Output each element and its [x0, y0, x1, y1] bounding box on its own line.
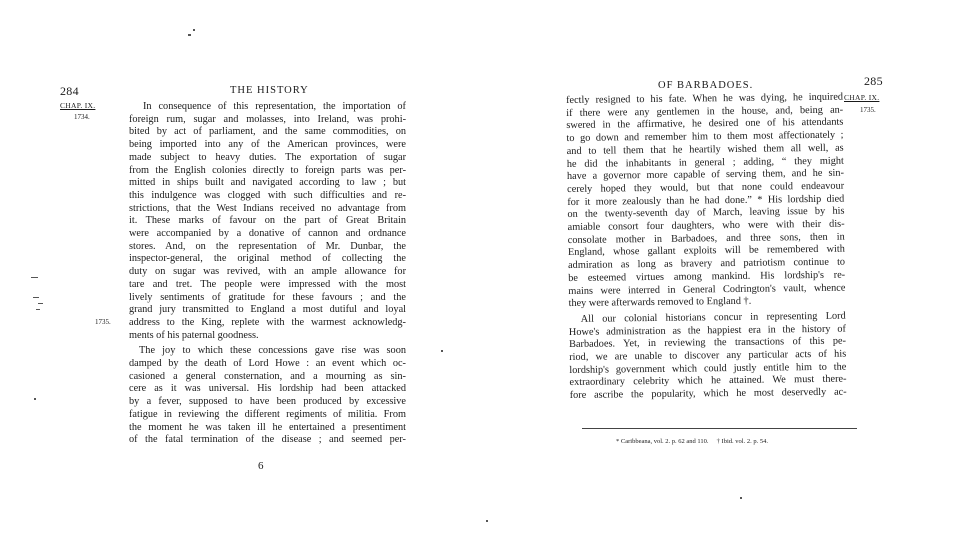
- text-line: duty on sugar was revived, with an ample allowance for: [129, 266, 406, 278]
- text-line: on the twenty-seventh day of March, leaving issue by his: [567, 205, 845, 221]
- scan-speck: [38, 303, 43, 304]
- text-line: casioned a general consternation, and a mourning as sin-: [129, 370, 406, 382]
- text-line: bited by act of parliament, and the same commodities, on: [129, 126, 406, 138]
- text-line: made subject to heavy duties. The exportation of sugar: [129, 151, 406, 163]
- side-chapter: CHAP. IX.: [844, 93, 880, 102]
- scan-speck: [34, 398, 36, 400]
- text-line: they were afterwards removed to England †.: [568, 296, 752, 310]
- running-head: OF BARBADOES.: [658, 80, 754, 91]
- text-line: be esteemed virtues among mankind. His lordship's re-: [568, 269, 846, 284]
- text-line: riod, we are unable to discover any particular acts of his: [569, 348, 847, 364]
- side-year-1735: 1735.: [95, 318, 111, 326]
- side-year-1734: 1734.: [74, 113, 90, 121]
- text-line: admiration as long as bravery and patriotism continue to: [568, 256, 846, 272]
- text-line: England, whose gallant exploits will be remembered with: [567, 244, 845, 259]
- right-page: [490, 0, 980, 549]
- text-line: fore ascribe the popularity, which he most deservedly ac-: [569, 386, 847, 402]
- running-head: THE HISTORY: [230, 85, 309, 96]
- text-line: of the fatal termination of the disease ; and seemed per-: [129, 434, 406, 446]
- text-line: extraordinary celebrity which he attained. We must there-: [569, 374, 847, 389]
- text-line: grand jury transmitted to England a most dutiful and loyal: [129, 304, 406, 316]
- text-line: were accompanied by a donative of cannon and ordnance: [129, 228, 406, 240]
- text-line: to go down and remember him to them most affectionately ;: [566, 129, 844, 145]
- footnote-rule: [582, 428, 857, 429]
- text-line: address to the King, replete with the warmest acknowledg-: [129, 316, 406, 328]
- signature-mark: 6: [258, 460, 264, 472]
- text-line: swered in the affirmative, he desired one of his attendants: [566, 117, 844, 132]
- text-line: foreign rum, sugar and molasses, into Ireland, was prohi-: [129, 113, 406, 125]
- text-line: the moment he was taken ill he entertained a presentiment: [129, 421, 406, 433]
- text-line: inspector-general, the original method of collecting the: [129, 253, 406, 265]
- text-line: In consequence of this representation, the importation of: [143, 101, 406, 112]
- scan-speck: [31, 277, 38, 278]
- text-line: Barbadoes. Yet, in reviewing the transactions of this pe-: [568, 335, 847, 351]
- scan-speck: [193, 29, 195, 31]
- text-line: for it more zealously than he had done.” * His lordship died: [567, 193, 845, 208]
- scan-speck: [188, 34, 191, 36]
- text-line: mitted in ships built and navigated according to law ; but: [129, 177, 406, 189]
- text-line: All our colonial historians concur in representing Lord: [580, 310, 846, 325]
- page-number: 285: [864, 74, 883, 88]
- page-number: 284: [60, 84, 79, 98]
- text-line: cere as it was universal. His lordship had been attacked: [129, 383, 406, 395]
- scan-speck: [36, 309, 40, 310]
- text-line: amiable consort four daughters, who were with their dis-: [567, 218, 845, 234]
- text-line: lordship's government which could justly entitle him to the: [569, 361, 847, 376]
- scan-speck: [486, 520, 488, 522]
- text-line: ments of his paternal goodness.: [129, 329, 259, 341]
- text-line: lively sentiments of gratitude for these favours ; and the: [129, 291, 406, 303]
- text-line: cerely hoped they would, but that none could endeavour: [567, 180, 845, 195]
- text-line: consolate mother in Barbadoes, and three sons, then in: [567, 231, 845, 246]
- text-line: it. These marks of favour on the part of Great Britain: [129, 215, 406, 227]
- footnotes: * Caribbeana, vol. 2. p. 62 and 110. † Ibid. vol. 2. p. 54.: [616, 438, 768, 445]
- text-line: this indulgence was clogged with such difficulties and re-: [129, 189, 406, 201]
- scan-speck: [33, 297, 39, 298]
- text-line: stores. And, on the representation of Mr. Dunbar, the: [129, 240, 406, 252]
- body-text: [566, 92, 847, 403]
- text-line: and to tell them that he heartily wished them all well, as: [566, 142, 844, 157]
- side-chapter: CHAP. IX.: [60, 101, 96, 110]
- text-line: Howe's administration as the happiest era in the history of: [568, 323, 846, 338]
- text-line: if there were any gentlemen in the house, and, being an-: [566, 104, 844, 119]
- text-line: have a governor more capable of serving them, and he sin-: [566, 167, 845, 183]
- body-text: [129, 101, 406, 447]
- text-line: strictions, that the West Indians received no advantage from: [129, 202, 406, 214]
- scan-speck: [441, 350, 443, 352]
- side-year-1735: 1735.: [860, 106, 876, 114]
- text-line: tare and tret. The people were impressed with the most: [129, 278, 406, 290]
- text-line: being imported into any of the American provinces, were: [129, 139, 406, 151]
- text-line: damped by the death of Lord Howe : an event which oc-: [129, 358, 406, 370]
- text-line: mains were interred in General Codrington's vault, whence: [568, 282, 846, 297]
- text-line: by a fever, supposed to have been produced by excessive: [129, 396, 406, 408]
- text-line: fectly resigned to his fate. When he was dying, he inquired: [566, 91, 844, 106]
- text-line: The joy to which these concessions gave rise was soon: [139, 345, 406, 357]
- text-line: from the English colonies directly to foreign parts was per-: [129, 164, 406, 176]
- scan-speck: [740, 497, 742, 499]
- text-line: he did the inhabitants in general ; adding, “ they might: [566, 155, 844, 170]
- text-line: fatigue in reviewing the different regiments of militia. From: [129, 408, 406, 420]
